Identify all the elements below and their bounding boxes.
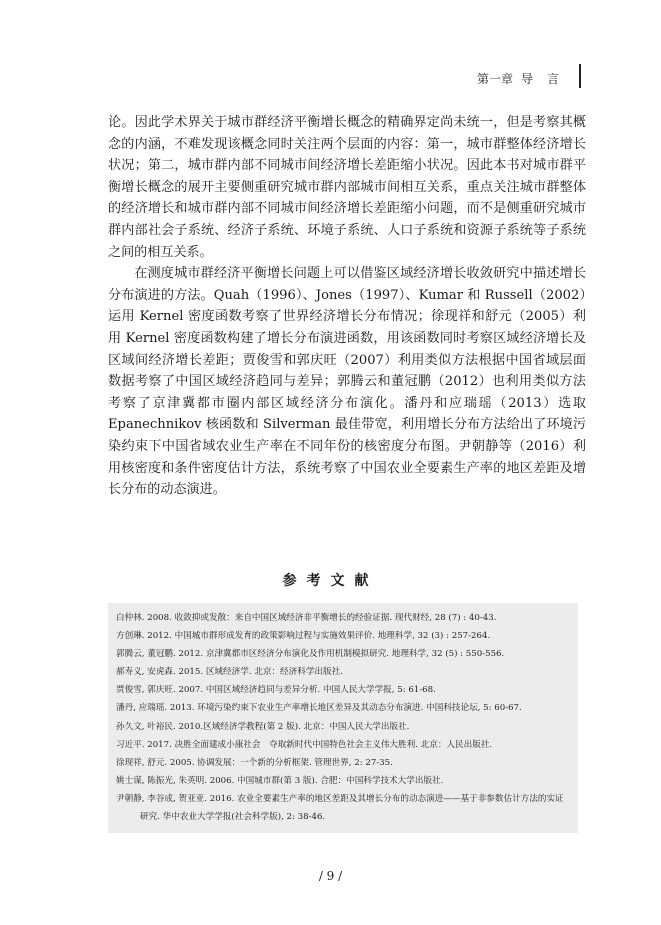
reference-item: 郭腾云, 董冠鹏. 2012. 京津冀都市区经济分布演化及作用机制模拟研究. 地理科学, 32 (5) : 550-556. [116,649,505,660]
reference-item: 郝寿义, 安虎森. 2015. 区域经济学. 北京：经济科学出版社. [116,667,343,678]
paragraph: 在测度城市群经济平衡增长问题上可以借鉴区域经济增长收敛研究中描述增长分布演进的方法。Quah（1996）、Jones（1997）、Kumar 和 Russell（2002）运用 Kernel 密度函数考察了世界经济增长分布情况；徐现祥和舒元（2005）利用 Kernel 密度函数构建了增长分布演进函数，用该函数同时考察区域经济增长及区域间经济增长差距；贾俊雪和郭庆旺（2007）利用类似方法根据中国省域层面数据考察了中国区域经济趋同与差异；郭腾云和董冠鹏（2012）也利用类似方法考察了京津冀都市圈内部区域经济分布演化。潘丹和应瑞瑶（2013）选取 Epanechnikov 核函数和 Silverman 最佳带宽，利用增长分布方法给出了环境污染约束下中国省域农业生产率在不同年份的核密度分布图。尹朝静等（2016）利用核密度和条件密度估计方法，系统考察了中国农业全要素生产率的地区差距及增长分布的动态演进。 [108,266,586,498]
reference-item: 尹朝静, 李谷成, 贺亚亚. 2016. 农业全要素生产率的地区差距及其增长分布的动态演进——基于非参数估计方法的实证研究. 华中农业大学学报(社会科学版), 2: 38-46. [116,793,564,823]
page-number: / 9 / [318,869,343,883]
reference-item: 孙久文, 叶裕民. 2010.区域经济学教程(第 2 版). 北京：中国人民大学出版社. [116,721,410,732]
running-header [477,70,573,87]
paragraph-continued: 论。因此学术界关于城市群经济平衡增长概念的精确界定尚未统一，但是考察其概念的内涵，不难发现该概念同时关注两个层面的内容：第一，城市群整体经济增长状况；第二，城市群内部不同城市间经济增长差距缩小状况。因此本书对城市群平衡增长概念的展开主要侧重研究城市群内部城市间相互关系，重点关注城市群整体的经济增长和城市群内部不同城市间经济增长差距缩小问题，而不是侧重研究城市群内部社会子系统、经济子系统、环境子系统、人口子系统和资源子系统等子系统之间的相互关系。 [108,115,586,260]
reference-item: 习近平. 2017. 决胜全面建成小康社会 夺取新时代中国特色社会主义伟大胜利. 北京：人民出版社. [116,739,493,750]
reference-item: 白仲林. 2008. 收敛抑或发散：来自中国区域经济非平衡增长的经验证据. 现代财经, 28 (7) : 40-43. [116,613,497,623]
body-text [108,112,586,501]
reference-item: 姚士谋, 陈振光, 朱英明. 2006. 中国城市群(第 3 版). 合肥：中国科学技术大学出版社. [116,775,444,786]
reference-item: 方创琳. 2012. 中国城市群形成发育的政策影响过程与实施效果评价. 地理科学, 32 (3) : 257-264. [116,631,491,642]
header-rule [579,64,581,88]
reference-item: 潘丹, 应瑞瑶. 2013. 环境污染约束下农业生产率增长地区差异及其动态分布演进. 中国科技论坛, 5: 60-67. [116,703,522,714]
references-list [108,603,578,833]
running-header-section: 导言 [520,72,573,86]
reference-item: 徐现祥, 舒元. 2005. 协调发展：一个新的分析框架. 管理世界, 2: 27-35. [116,757,393,768]
references-heading: 参考文献 [282,573,379,589]
reference-item: 贾俊雪, 郭庆旺. 2007. 中国区域经济趋同与差异分析. 中国人民大学学报, 5: 61-68. [116,685,436,696]
running-header-chapter: 第一章 [476,72,513,86]
